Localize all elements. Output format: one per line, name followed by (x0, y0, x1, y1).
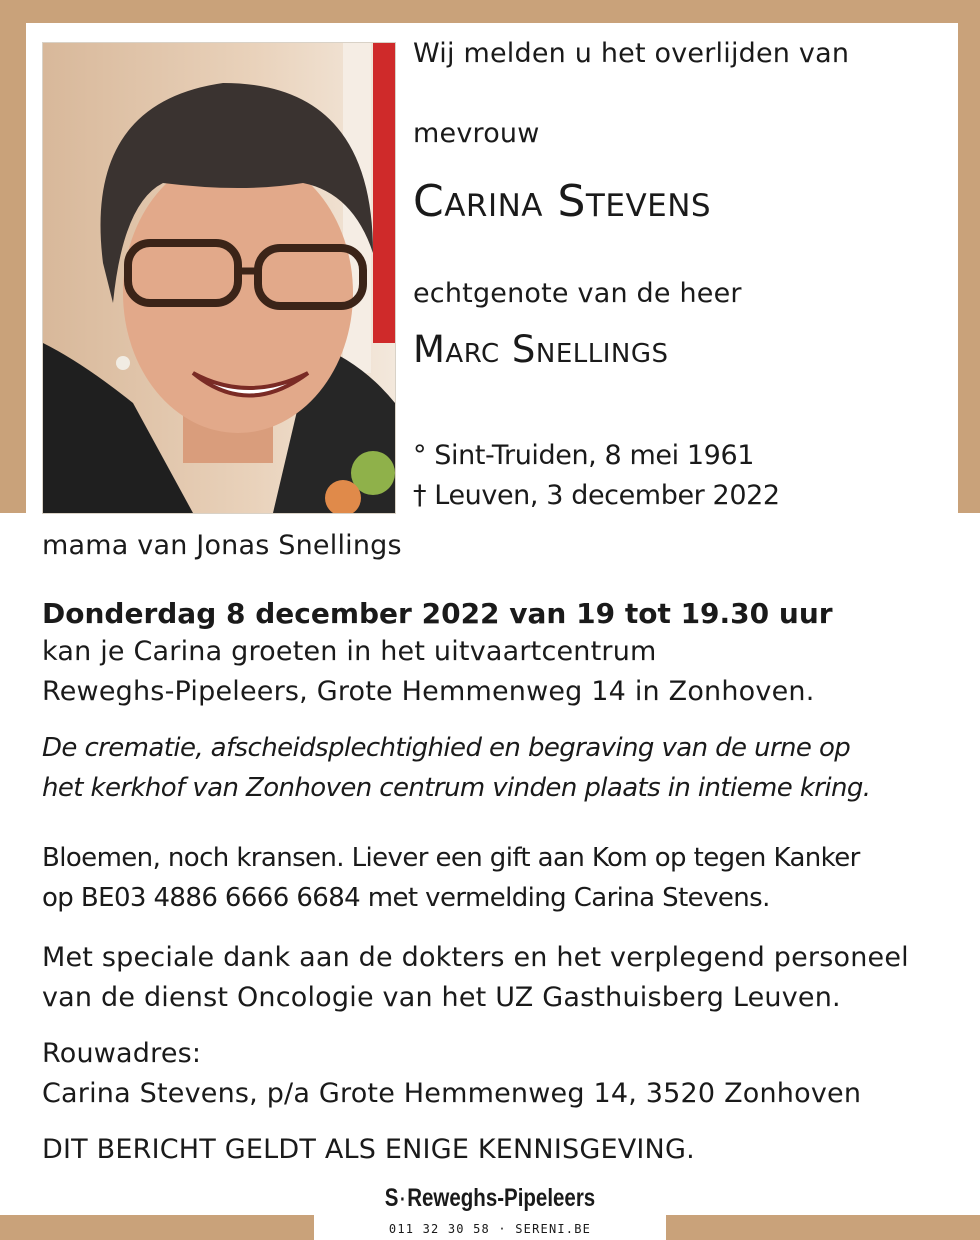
intro-text: Wij melden u het overlijden van (413, 38, 850, 69)
birth-info: ° Sint-Truiden, 8 mei 1961 (413, 440, 755, 471)
mourning-address (42, 1034, 861, 1114)
flowers-line-2: op BE03 4886 6666 6684 met vermelding Carina Stevens. (42, 883, 770, 913)
ceremony-line-1: De crematie, afscheidsplechtighied en begraving van de urne op (42, 733, 851, 763)
visitation-line-1: kan je Carina groeten in het uitvaartcentrum (42, 636, 657, 667)
flowers-line-1: Bloemen, noch kransen. Liever een gift aan Kom op tegen Kanker (42, 843, 860, 873)
visitation-details (42, 632, 814, 712)
title-text: mevrouw (413, 118, 540, 149)
spouse-label: echtgenote van de heer (413, 278, 742, 309)
visitation-line-2: Reweghs-Pipeleers, Grote Hemmenweg 14 in Zonhoven. (42, 676, 815, 707)
brand-name: Reweghs-Pipeleers (407, 1184, 596, 1212)
footer-frame-right (666, 1215, 980, 1240)
ceremony-info (42, 728, 870, 808)
ceremony-line-2: het kerkhof van Zonhoven centrum vinden plaats in intieme kring. (42, 773, 871, 803)
flowers-info (42, 838, 860, 918)
portrait-photo (42, 42, 396, 514)
child-info: mama van Jonas Snellings (42, 530, 402, 561)
spouse-name: Marc Snellings (413, 328, 669, 371)
address-label: Rouwadres: (42, 1038, 202, 1069)
deceased-name: Carina Stevens (413, 176, 712, 227)
brand-separator: · (400, 1189, 406, 1211)
brand-letter: S (384, 1184, 399, 1212)
notice-statement: DIT BERICHT GELDT ALS ENIGE KENNISGEVING. (42, 1134, 695, 1165)
funeral-home-logo (346, 1184, 635, 1213)
portrait-illustration (43, 43, 395, 513)
thanks-info (42, 938, 909, 1018)
death-info: † Leuven, 3 december 2022 (413, 480, 780, 511)
footer-contact: 011 32 30 58 · SERENI.BE (388, 1222, 592, 1236)
thanks-line-2: van de dienst Oncologie van het UZ Gasthuisberg Leuven. (42, 982, 841, 1013)
address-value: Carina Stevens, p/a Grote Hemmenweg 14, 3520 Zonhoven (42, 1078, 862, 1109)
thanks-line-1: Met speciale dank aan de dokters en het verplegend personeel (42, 942, 909, 973)
visitation-date: Donderdag 8 december 2022 van 19 tot 19.30 uur (42, 597, 833, 630)
footer-frame-left (0, 1215, 314, 1240)
